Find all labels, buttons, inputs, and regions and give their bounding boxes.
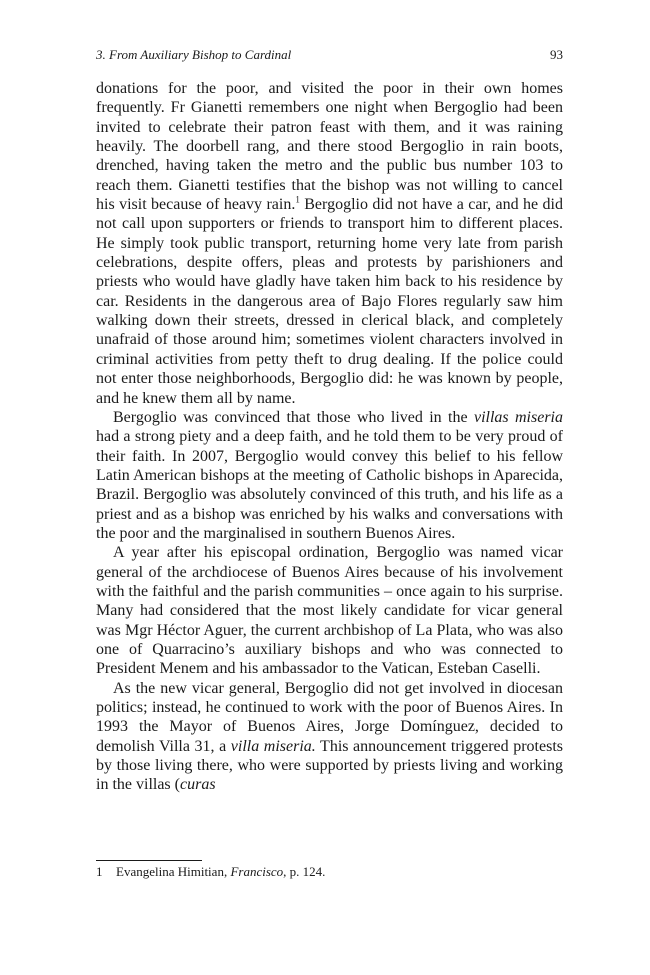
footnote-text-a: Evangelina Himitian, xyxy=(116,864,231,879)
paragraph-3: A year after his episcopal ordination, Bergoglio was named vicar general of the archdiocese of Buenos Aires because of his involvement with the faithful and the parish communities – once again to his surprise. Many had considered that the most likely candidate for vicar general was Mgr Héctor Aguer, the current archbishop of La Plata, who was also one of Quarracino’s auxiliary bishops and who was connected to President Menem and his ambassador to the Vatican, Esteban Caselli. xyxy=(96,544,563,678)
footnote-book-title: Francisco xyxy=(230,864,284,879)
paragraph-4-emphasis-2: curas xyxy=(179,776,216,794)
footnote-number: 1 xyxy=(96,864,103,879)
paragraph-4 xyxy=(96,679,563,795)
paragraph-2-text-b: had a strong piety and a deep faith, and he told them to be very proud of their faith. In 2007, Bergoglio would convey this belief to his fellow Latin American bishops at the meeting of Catholic bishops in Aparecida, Brazil. Bergoglio was absolutely convinced of this truth, and his life as a priest and as a bishop was enriched by his walks and conversations with the poor and the marginalised in southern Buenos Aires. xyxy=(96,428,563,542)
paragraph-2 xyxy=(96,408,563,543)
paragraph-2-text-a: Bergoglio was convinced that those who lived in the xyxy=(113,408,474,426)
footnote-1 xyxy=(96,864,563,880)
paragraph-4-text-b: This announcement triggered protests by those living there, who were supported by priests living and working in the villas ( xyxy=(96,737,563,794)
footnote-text-b: , p. 124. xyxy=(283,864,326,879)
paragraph-2-emphasis: villas miseria xyxy=(473,408,564,426)
paragraph-4-emphasis-1: villa miseria. xyxy=(230,737,316,755)
body-text xyxy=(96,79,563,795)
chapter-running-title: 3. From Auxiliary Bishop to Cardinal xyxy=(96,47,292,62)
page-number: 93 xyxy=(550,47,563,62)
paragraph-1-text-a: donations for the poor, and visited the poor in their own homes frequently. Fr Gianetti remembers one night when Bergoglio had been invited to celebrate their patron feast with them, and it was raining heavily. The doorbell rang, and there stood Bergoglio in rain boots, drenched, having taken the metro and the public bus number 103 to reach them. Gianetti testifies that the bishop was not willing to cancel his visit because of heavy rain. xyxy=(96,80,563,214)
footnote-divider xyxy=(96,860,202,861)
paragraph-1-text-b: Bergoglio did not have a car, and he did not call upon supporters or friends to transport him to different places. He simply took public transport, returning home very late from parish celebrations, despite offers, pleas and protests by parishioners and priests who would have gladly have taken him back to his residence by car. Residents in the dangerous area of Bajo Flores regularly saw him walking down their streets, dressed in clerical black, and completely unafraid of those around him; sometimes violent characters involved in criminal activities from petty theft to drug dealing. If the police could not enter those neighborhoods, Bergoglio did: he was known by people, and he knew them all by name. xyxy=(96,196,563,407)
paragraph-1 xyxy=(96,79,563,408)
paragraph-4-text-a: As the new vicar general, Bergoglio did not get involved in diocesan politics; instead, he continued to work with the poor of Buenos Aires. In 1993 the Mayor of Buenos Aires, Jorge Domínguez, decided to demolish Villa 31, a xyxy=(96,679,563,755)
footnote-reference[interactable]: 1 xyxy=(295,194,300,205)
